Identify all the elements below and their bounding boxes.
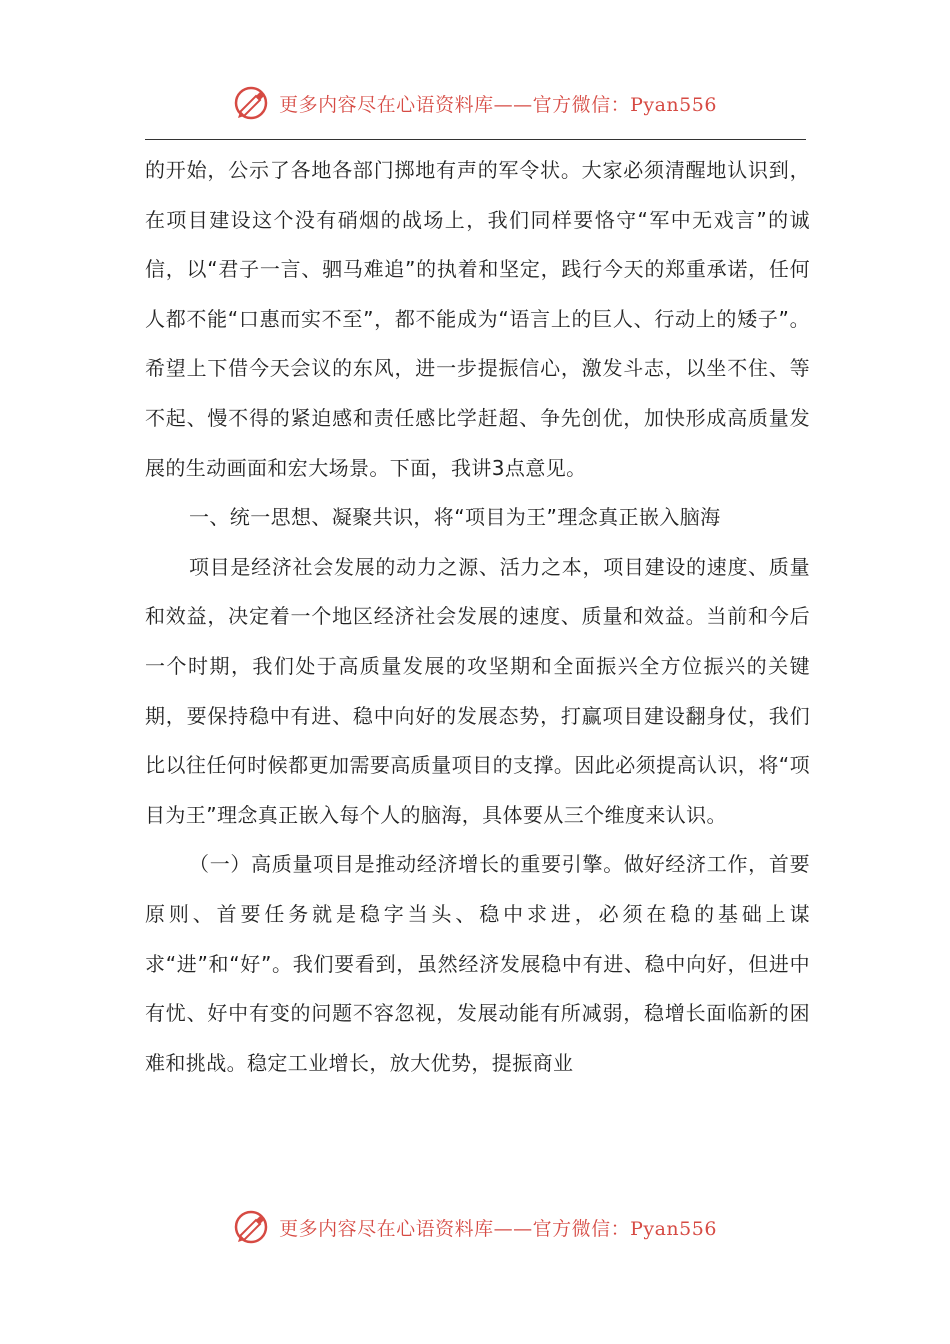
paragraph-continuation: 的开始，公示了各地各部门掷地有声的军令状。大家必须清醒地认识到，在项目建设这个没有硝烟的战场上，我们同样要恪守“军中无戏言”的诚信，以“君子一言、驷马难追”的执着和坚定，践行今天的郑重承诺，任何人都不能“口惠而实不至”，都不能成为“语言上的巨人、行动上的矮子”。希望上下借今天会议的东风，进一步提振信心，激发斗志，以坐不住、等不起、慢不得的紧迫感和责任感比学赶超、争先创优，加快形成高质量发展的生动画面和宏大场景。下面，我讲3点意见。 (145, 158, 810, 480)
page-footer (0, 1206, 950, 1248)
pen-logo-icon (233, 1209, 269, 1245)
footer-banner-text: 更多内容尽在心语资料库——官方微信：Pyan556 (279, 1217, 717, 1240)
page-header (0, 82, 950, 124)
subsection-paragraph: （一）高质量项目是推动经济增长的重要引擎。做好经济工作，首要原则、首要任务就是稳字当头、稳中求进，必须在稳的基础上谋求“进”和“好”。我们要看到，虽然经济发展稳中有进、稳中向好，但进中有忧、好中有变的问题不容忽视，发展动能有所减弱，稳增长面临新的困难和挑战。稳定工业增长，放大优势，提振商业 (145, 852, 810, 1075)
paragraph: 项目是经济社会发展的动力之源、活力之本，项目建设的速度、质量和效益，决定着一个地区经济社会发展的速度、质量和效益。当前和今后一个时期，我们处于高质量发展的攻坚期和全面振兴全方位振兴的关键期，要保持稳中有进、稳中向好的发展态势，打赢项目建设翻身仗，我们比以往任何时候都更加需要高质量项目的支撑。因此必须提高认识，将“项目为王”理念真正嵌入每个人的脑海，具体要从三个维度来认识。 (145, 554, 810, 827)
section-heading: 一、统一思想、凝聚共识，将“项目为王”理念真正嵌入脑海 (189, 505, 721, 530)
header-banner-text: 更多内容尽在心语资料库——官方微信：Pyan556 (279, 93, 717, 116)
header-divider (145, 139, 806, 140)
pen-logo-icon (233, 85, 269, 121)
document-body (145, 146, 810, 1088)
